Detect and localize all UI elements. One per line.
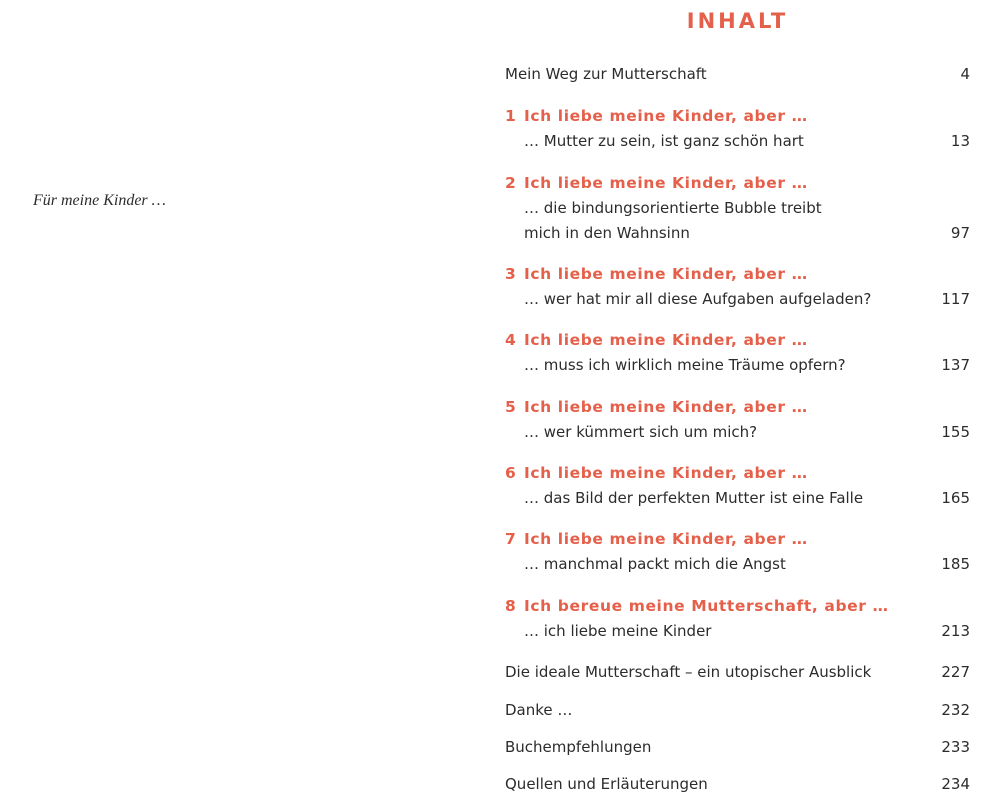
chapter-number: 7 (505, 530, 517, 548)
left-page (0, 0, 480, 800)
toc-entry-text: Quellen und Erläuterungen (505, 775, 708, 793)
toc-chapter-6[interactable] (505, 461, 970, 511)
toc-entry-text: Danke … (505, 701, 573, 719)
toc-entry-outlook[interactable] (505, 660, 970, 685)
toc-entry-text: Mein Weg zur Mutterschaft (505, 65, 707, 83)
chapter-number: 5 (505, 398, 517, 416)
chapter-subtitle: … die bindungsorientierte Bubble treibt (524, 199, 822, 217)
chapter-number: 2 (505, 174, 517, 192)
chapter-title: Ich liebe meine Kinder, aber … (524, 107, 808, 125)
chapter-number: 3 (505, 265, 517, 283)
chapter-subtitle: … muss ich wirklich meine Träume opfern? (524, 356, 846, 374)
chapter-subtitle: mich in den Wahnsinn (524, 224, 690, 242)
dedication: Für meine Kinder … (33, 192, 166, 209)
toc-title: INHALT (686, 9, 789, 33)
chapter-title: Ich liebe meine Kinder, aber … (524, 530, 808, 548)
chapter-number: 8 (505, 597, 517, 615)
toc-page-number: 117 (941, 290, 970, 308)
toc-chapter-7[interactable] (505, 527, 970, 577)
chapter-title: Ich bereue meine Mutterschaft, aber … (524, 597, 889, 615)
toc-page-number: 233 (941, 738, 970, 756)
toc-page-number: 227 (941, 663, 970, 681)
chapter-title: Ich liebe meine Kinder, aber … (524, 331, 808, 349)
toc-entry-intro[interactable] (505, 62, 970, 87)
chapter-subtitle: … ich liebe meine Kinder (524, 622, 712, 640)
toc-entry-book-recommendations[interactable] (505, 735, 970, 760)
chapter-subtitle: … Mutter zu sein, ist ganz schön hart (524, 132, 804, 150)
toc-page-number: 185 (941, 555, 970, 573)
chapter-title: Ich liebe meine Kinder, aber … (524, 265, 808, 283)
toc-chapter-1[interactable] (505, 104, 970, 154)
toc-page-number: 137 (941, 356, 970, 374)
toc-page-number: 13 (950, 132, 970, 150)
toc-entry-thanks[interactable] (505, 698, 970, 723)
toc-page-number: 97 (950, 224, 970, 242)
toc-chapter-8[interactable] (505, 594, 970, 644)
chapter-number: 1 (505, 107, 517, 125)
chapter-subtitle: … wer kümmert sich um mich? (524, 423, 758, 441)
chapter-number: 6 (505, 464, 517, 482)
chapter-title: Ich liebe meine Kinder, aber … (524, 174, 808, 192)
chapter-subtitle: … wer hat mir all diese Aufgaben aufgeladen? (524, 290, 872, 308)
toc-chapter-2[interactable] (505, 171, 970, 246)
table-of-contents (505, 0, 970, 800)
toc-entry-sources[interactable] (505, 772, 970, 797)
toc-entry-text: Buchempfehlungen (505, 738, 652, 756)
toc-chapter-5[interactable] (505, 395, 970, 445)
toc-page-number: 213 (941, 622, 970, 640)
toc-page-number: 232 (941, 701, 970, 719)
toc-page-number: 4 (960, 65, 970, 83)
chapter-subtitle: … das Bild der perfekten Mutter ist eine Falle (524, 489, 864, 507)
toc-chapter-4[interactable] (505, 328, 970, 378)
toc-entry-text: Die ideale Mutterschaft – ein utopischer Ausblick (505, 663, 872, 681)
toc-chapter-3[interactable] (505, 262, 970, 312)
chapter-number: 4 (505, 331, 517, 349)
chapter-title: Ich liebe meine Kinder, aber … (524, 398, 808, 416)
chapter-title: Ich liebe meine Kinder, aber … (524, 464, 808, 482)
chapter-subtitle: … manchmal packt mich die Angst (524, 555, 786, 573)
toc-page-number: 165 (941, 489, 970, 507)
toc-page-number: 234 (941, 775, 970, 793)
toc-page-number: 155 (941, 423, 970, 441)
